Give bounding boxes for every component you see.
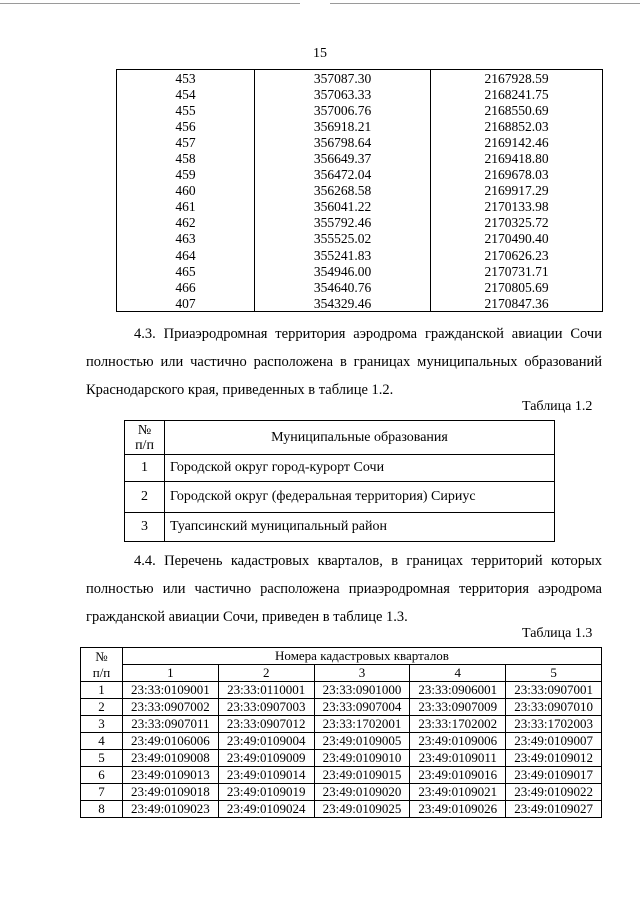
table-row	[117, 102, 603, 118]
point-number-cell: 464	[117, 247, 255, 263]
y-coordinate-cell: 2168852.03	[431, 118, 603, 134]
cadastral-number-cell: 23:49:0109015	[314, 767, 410, 784]
y-coordinate-cell: 2169142.46	[431, 134, 603, 150]
cadastral-number-cell: 23:49:0109018	[123, 784, 219, 801]
y-coordinate-cell: 2169678.03	[431, 167, 603, 183]
point-number-cell: 460	[117, 183, 255, 199]
cadastral-number-cell: 23:33:0907003	[218, 699, 314, 716]
x-coordinate-cell: 356268.58	[255, 183, 431, 199]
row-number-cell: 2	[125, 482, 165, 513]
scan-edge-line-right	[330, 3, 640, 4]
cadastral-number-cell: 23:33:0109001	[123, 682, 219, 699]
table-row	[117, 86, 603, 102]
y-coordinate-cell: 2170847.36	[431, 295, 603, 312]
municipality-name-cell: Городской округ (федеральная территория) Сириус	[165, 482, 555, 513]
x-coordinate-cell: 355241.83	[255, 247, 431, 263]
y-coordinate-cell: 2170731.71	[431, 263, 603, 279]
column-number-header: 2	[218, 665, 314, 682]
x-coordinate-cell: 357063.33	[255, 86, 431, 102]
cadastral-number-cell: 23:49:0109023	[123, 801, 219, 818]
header-number-line1: №	[137, 422, 152, 438]
cadastral-number-cell: 23:49:0109012	[506, 750, 602, 767]
point-number-cell: 456	[117, 118, 255, 134]
table-row	[117, 150, 603, 166]
cadastral-number-cell: 23:33:1702003	[506, 716, 602, 733]
column-number-header: 3	[314, 665, 410, 682]
table-1-2-caption: Таблица 1.2	[522, 399, 593, 414]
x-coordinate-cell: 356918.21	[255, 118, 431, 134]
header-number	[125, 421, 165, 455]
point-number-cell: 457	[117, 134, 255, 150]
table-row	[81, 801, 602, 818]
table-row	[117, 263, 603, 279]
table-row	[117, 231, 603, 247]
x-coordinate-cell: 355792.46	[255, 215, 431, 231]
header-number-line2: п/п	[135, 437, 154, 453]
row-number-cell: 8	[81, 801, 123, 818]
cadastral-number-cell: 23:33:1702002	[410, 716, 506, 733]
y-coordinate-cell: 2170805.69	[431, 279, 603, 295]
municipality-name-cell: Городской округ город-курорт Сочи	[165, 455, 555, 482]
table-row	[81, 750, 602, 767]
x-coordinate-cell: 356041.22	[255, 199, 431, 215]
x-coordinate-cell: 355525.02	[255, 231, 431, 247]
cadastral-number-cell: 23:49:0109027	[506, 801, 602, 818]
table-row	[81, 699, 602, 716]
paragraph-4-4	[86, 547, 602, 631]
municipality-name-cell: Туапсинский муниципальный район	[165, 513, 555, 542]
table-row	[117, 167, 603, 183]
y-coordinate-cell: 2169917.29	[431, 183, 603, 199]
point-number-cell: 461	[117, 199, 255, 215]
x-coordinate-cell: 356472.04	[255, 167, 431, 183]
cadastral-number-cell: 23:49:0109009	[218, 750, 314, 767]
table-1-3-caption: Таблица 1.3	[522, 626, 593, 641]
cadastral-number-cell: 23:49:0109016	[410, 767, 506, 784]
cadastral-number-cell: 23:49:0106006	[123, 733, 219, 750]
x-coordinate-cell: 356649.37	[255, 150, 431, 166]
header-number-line1: №	[95, 648, 108, 664]
y-coordinate-cell: 2170133.98	[431, 199, 603, 215]
table-row	[81, 767, 602, 784]
cadastral-number-cell: 23:33:0901000	[314, 682, 410, 699]
table-row	[125, 455, 555, 482]
x-coordinate-cell: 357006.76	[255, 102, 431, 118]
row-number-cell: 3	[81, 716, 123, 733]
cadastral-number-cell: 23:33:0110001	[218, 682, 314, 699]
header-number	[81, 648, 123, 682]
cadastral-number-cell: 23:49:0109019	[218, 784, 314, 801]
cadastral-number-cell: 23:33:0907002	[123, 699, 219, 716]
cadastral-number-cell: 23:33:0906001	[410, 682, 506, 699]
paragraph-line: Краснодарского края, приведенных в таблице 1.2.	[86, 382, 394, 398]
column-number-header: 4	[410, 665, 506, 682]
page-number: 15	[313, 46, 327, 61]
table-row	[81, 682, 602, 699]
column-number-header: 1	[123, 665, 219, 682]
row-number-cell: 5	[81, 750, 123, 767]
point-number-cell: 459	[117, 167, 255, 183]
table-row	[125, 482, 555, 513]
paragraph-line: полностью или частично расположена приаэродромная территория аэродрома	[86, 581, 602, 597]
table-row	[117, 183, 603, 199]
cadastral-number-cell: 23:33:0907001	[506, 682, 602, 699]
paragraph-line: 4.4. Перечень кадастровых кварталов, в границах территорий которых	[134, 553, 602, 569]
y-coordinate-cell: 2169418.80	[431, 150, 603, 166]
cadastral-number-cell: 23:49:0109013	[123, 767, 219, 784]
paragraph-line: гражданской авиации Сочи, приведен в таблице 1.3.	[86, 609, 408, 625]
point-number-cell: 466	[117, 279, 255, 295]
row-number-cell: 7	[81, 784, 123, 801]
table-row	[125, 513, 555, 542]
x-coordinate-cell: 354329.46	[255, 295, 431, 312]
cadastral-number-cell: 23:49:0109008	[123, 750, 219, 767]
y-coordinate-cell: 2170325.72	[431, 215, 603, 231]
table-row	[117, 199, 603, 215]
row-number-cell: 3	[125, 513, 165, 542]
cadastral-number-cell: 23:33:0907010	[506, 699, 602, 716]
coordinates-table	[116, 69, 603, 312]
cadastral-number-cell: 23:33:0907004	[314, 699, 410, 716]
cadastral-number-cell: 23:49:0109010	[314, 750, 410, 767]
cadastral-number-cell: 23:49:0109025	[314, 801, 410, 818]
y-coordinate-cell: 2168550.69	[431, 102, 603, 118]
x-coordinate-cell: 357087.30	[255, 70, 431, 87]
point-number-cell: 465	[117, 263, 255, 279]
scan-edge-line-left	[0, 3, 300, 4]
row-number-cell: 1	[125, 455, 165, 482]
cadastral-number-cell: 23:49:0109021	[410, 784, 506, 801]
cadastral-number-cell: 23:33:1702001	[314, 716, 410, 733]
cadastral-number-cell: 23:49:0109020	[314, 784, 410, 801]
column-number-header: 5	[506, 665, 602, 682]
cadastral-number-cell: 23:49:0109005	[314, 733, 410, 750]
cadastral-quarters-table	[80, 647, 602, 818]
y-coordinate-cell: 2168241.75	[431, 86, 603, 102]
table-row	[117, 247, 603, 263]
cadastral-number-cell: 23:33:0907009	[410, 699, 506, 716]
table-row	[81, 716, 602, 733]
point-number-cell: 453	[117, 70, 255, 87]
cadastral-number-cell: 23:49:0109007	[506, 733, 602, 750]
table-row	[81, 733, 602, 750]
cadastral-number-cell: 23:33:0907011	[123, 716, 219, 733]
y-coordinate-cell: 2170626.23	[431, 247, 603, 263]
cadastral-number-cell: 23:49:0109011	[410, 750, 506, 767]
row-number-cell: 6	[81, 767, 123, 784]
table-row	[117, 295, 603, 312]
x-coordinate-cell: 354946.00	[255, 263, 431, 279]
header-municipalities: Муниципальные образования	[165, 421, 555, 455]
row-number-cell: 2	[81, 699, 123, 716]
paragraph-4-3	[86, 320, 602, 404]
cadastral-number-cell: 23:49:0109004	[218, 733, 314, 750]
x-coordinate-cell: 356798.64	[255, 134, 431, 150]
cadastral-number-cell: 23:49:0109017	[506, 767, 602, 784]
cadastral-number-cell: 23:49:0109026	[410, 801, 506, 818]
paragraph-line: полностью или частично расположена в границах муниципальных образований	[86, 354, 602, 370]
point-number-cell: 454	[117, 86, 255, 102]
point-number-cell: 462	[117, 215, 255, 231]
header-cadastral-numbers: Номера кадастровых кварталов	[123, 648, 602, 665]
point-number-cell: 458	[117, 150, 255, 166]
cadastral-number-cell: 23:49:0109022	[506, 784, 602, 801]
table-row	[117, 118, 603, 134]
cadastral-number-cell: 23:49:0109006	[410, 733, 506, 750]
municipalities-table	[124, 420, 555, 542]
cadastral-number-cell: 23:49:0109024	[218, 801, 314, 818]
table-row	[117, 215, 603, 231]
table-row	[81, 784, 602, 801]
header-number-line2: п/п	[92, 664, 111, 680]
table-row	[117, 70, 603, 87]
point-number-cell: 407	[117, 295, 255, 312]
table-row	[117, 134, 603, 150]
x-coordinate-cell: 354640.76	[255, 279, 431, 295]
point-number-cell: 463	[117, 231, 255, 247]
cadastral-number-cell: 23:33:0907012	[218, 716, 314, 733]
cadastral-number-cell: 23:49:0109014	[218, 767, 314, 784]
paragraph-line: 4.3. Приаэродромная территория аэродрома гражданской авиации Сочи	[134, 326, 602, 342]
table-row	[117, 279, 603, 295]
y-coordinate-cell: 2167928.59	[431, 70, 603, 87]
point-number-cell: 455	[117, 102, 255, 118]
y-coordinate-cell: 2170490.40	[431, 231, 603, 247]
row-number-cell: 1	[81, 682, 123, 699]
row-number-cell: 4	[81, 733, 123, 750]
